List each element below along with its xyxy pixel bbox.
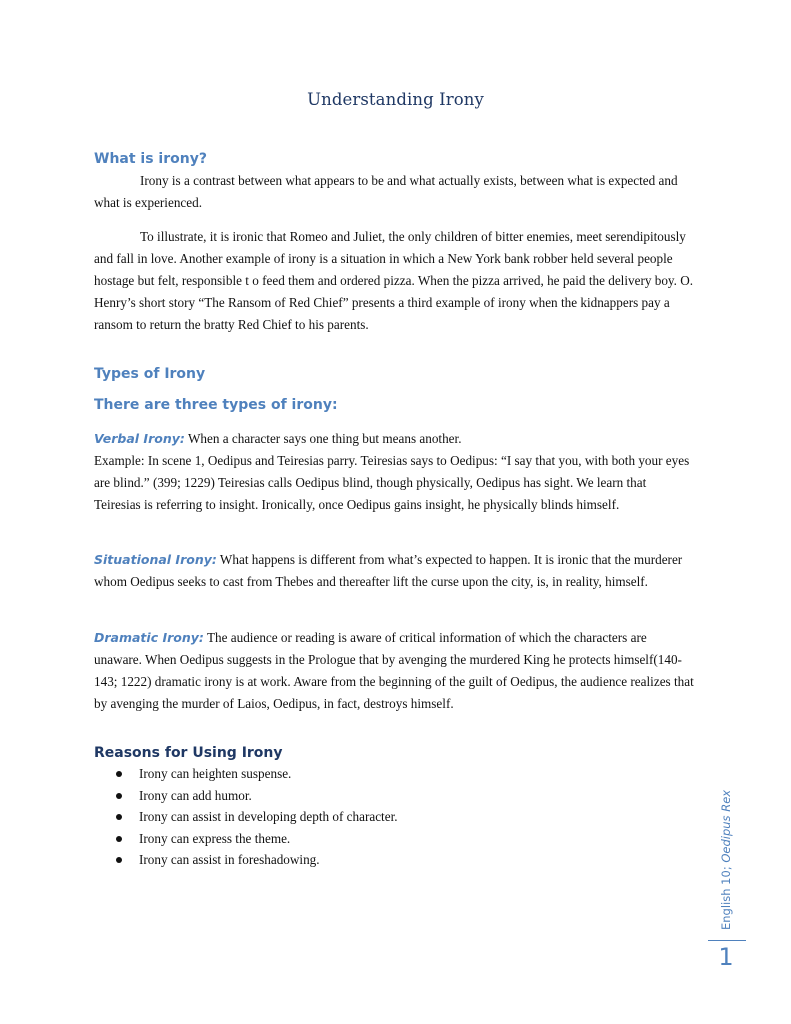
illustration-paragraph: To illustrate, it is ironic that Romeo and Juliet, the only children of bitter enemies, meet serendipitously and fall in love. Another example of irony is a situation in which a New York bank robber held several people hostage but felt, responsible t o feed them and ordered pizza. When the pizza arrived, he paid the delivery boy. O. Henry’s short story “The Ransom of Red Chief” presents a third example of irony when the kidnappers pay a ransom to return the bratty Red Chief to his parents. [94, 229, 694, 332]
verbal-irony-label: Verbal Irony: [94, 431, 185, 446]
what-is-irony-heading: What is irony? [94, 151, 207, 167]
list-item [94, 828, 398, 850]
bullet-icon [116, 857, 122, 863]
reason-text: Irony can heighten suspense. [139, 766, 292, 781]
what-is-irony-paragraph: Irony is a contrast between what appears to be and what actually exists, between what is expected and what is experienced. [94, 173, 678, 210]
reason-text: Irony can add humor. [139, 787, 252, 803]
reasons-heading: Reasons for Using Irony [94, 745, 283, 761]
footer-divider [708, 940, 746, 941]
reason-text: Irony can assist in foreshadowing. [139, 852, 320, 868]
list-item [94, 849, 398, 871]
verbal-irony-block [94, 428, 694, 516]
list-item [94, 806, 398, 828]
bullet-icon [116, 836, 122, 842]
list-item [94, 785, 398, 807]
situational-irony-definition: What happens is different from what’s expected to happen. It is ironic that the murderer whom Oedipus seeks to cast from Thebes and thereafter lift the curse upon the city, is, in reality, himself. [94, 552, 683, 589]
footer-course-label [719, 790, 733, 930]
dramatic-irony-definition: The audience or reading is aware of critical information of which the characters are unaware. When Oedipus suggests in the Prologue that by avenging the murdered King he protects himself(140-143; 1222) dramatic irony is at work. Aware from the beginning of the guilt of Oedipus, the audience realizes that by avenging the murder of Laios, Oedipus, in fact, destroys himself. [94, 630, 694, 711]
reason-text: Irony can assist in developing depth of character. [139, 809, 398, 825]
document-title: Understanding Irony [307, 90, 484, 109]
dramatic-irony-label: Dramatic Irony: [94, 630, 204, 645]
situational-irony-block [94, 549, 694, 593]
three-types-subheading: There are three types of irony: [94, 397, 338, 413]
dramatic-irony-block [94, 627, 694, 715]
reason-text: Irony can express the theme. [139, 830, 291, 846]
reasons-list [94, 763, 398, 871]
situational-irony-label: Situational Irony: [94, 552, 217, 567]
page-number: 1 [718, 943, 734, 971]
bullet-icon [116, 771, 122, 777]
bullet-icon [116, 814, 122, 820]
footer-work-title: Oedipus Rex [719, 789, 733, 863]
footer-course: English 10; [719, 862, 733, 930]
verbal-irony-example: Example: In scene 1, Oedipus and Teiresias parry. Teiresias says to Oedipus: “I say that you, with both your eyes are blind.” (399; 1229) Teiresias calls Oedipus blind, though physically, Oedipus has sight. We learn that Teiresias is referring to insight. Ironically, once Oedipus gains insight, he physically blinds himself. [94, 453, 690, 512]
list-item [94, 763, 398, 785]
types-of-irony-heading: Types of Irony [94, 366, 206, 382]
bullet-icon [116, 793, 122, 799]
verbal-irony-definition: When a character says one thing but means another. [184, 431, 462, 446]
